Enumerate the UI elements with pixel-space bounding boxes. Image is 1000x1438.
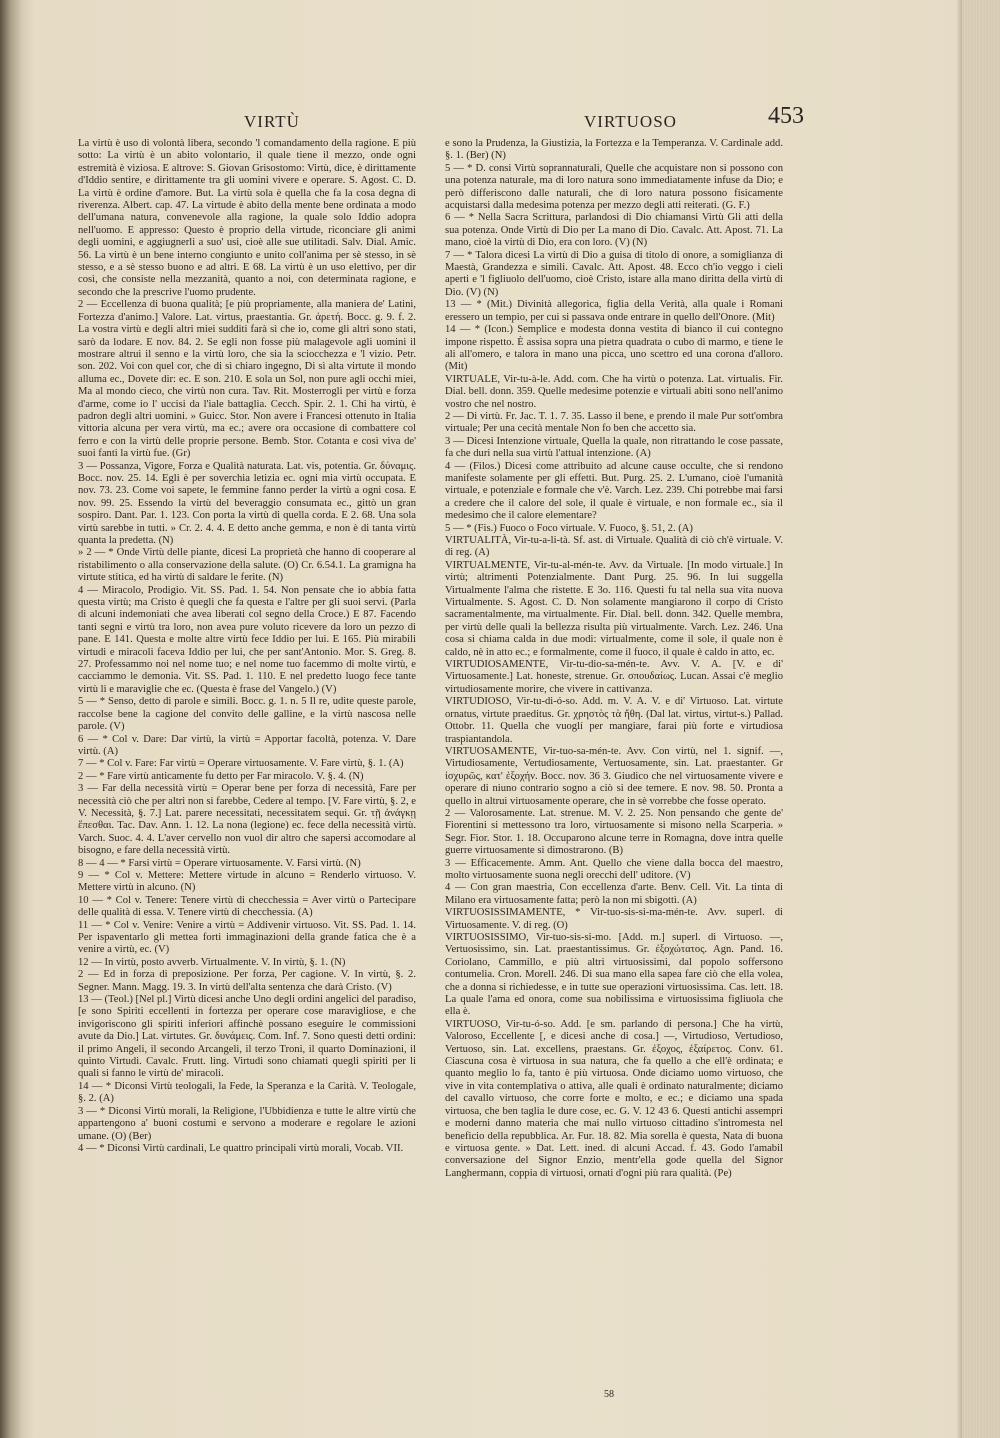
dictionary-entry: 7 — * Talora dicesi La virtù di Dio a guisa di titolo di onore, a somiglianza di Maestà, Grandezza e simili. Cavalc. Att. Apost. 48. Ecco ch'io veggo i cieli aperti e 'l figliuolo dell'uomo, cioè Cristo, istare alla mano diritta della virtù di Dio. (V) (N) [445,249,783,298]
dictionary-entry: 4 — Miracolo, Prodigio. Vit. SS. Pad. 1. 54. Non pensate che io abbia fatta questa virtù; ma Cristo è quegli che fa questa e l'altre per gli suoi servi. (Parla di alcuni indemoniati che avea liberati col segno della Croce.) E 87. Facendo tanti segni e virtù tra loro, non avea pure voluto ricevere da loro un pezzo di pane. E 141. Questa e molte altre virtù fece Iddio per lui. E 165. Più mirabili virtudi e miracoli faceva Iddio per lui, che per sant'Antonio. Mor. S. Greg. 8. 27. Professammo noi nel nome tuo; e nel nome tuo facemmo di molte virtù, e cacciammo le demonia. Vit. SS. Pad. 1. 110. E nel predetto luogo fece tante virtù li e maraviglie che ec. (Questa è frase del Vangelo.) (V) [78,584,416,695]
dictionary-entry: VIRTUDIOSAMENTE, Vir-tu-dio-sa-mén-te. Avv. V. A. [V. e di' Virtuosamente.] Lat. honeste, strenue. Gr. σπουδαίως. Lucan. Assai c'è meglio virtudiosamente morire, che vivere in cattivanza. [445,659,783,695]
dictionary-entry: 5 — * D. consi Virtù soprannaturali, Quelle che acquistare non si possono con una potenza naturale, ma di loro natura sono immediatamente infuse da Dio; e però differiscono dalle naturali, che di loro natura possono fisicamente acquistarsi dalla medesima potenza per mezzo degli atti reiterati. (G. F.) [445,162,783,212]
dictionary-entry: 12 — In virtù, posto avverb. Virtualmente. V. In virtù, §. 1. (N) [78,956,346,968]
dictionary-entry: 5 — * Senso, detto di parole e simili. Bocc. g. 1. n. 5 Il re, udite queste parole, raccolse bene la cagione del convito delle galline, e la virtù nascosa nelle parole. (V) [78,696,416,733]
dictionary-entry: VIRTUDIOSO, Vir-tu-di-ó-so. Add. m. V. A. V. e di' Virtuoso. Lat. virtute ornatus, virtute praeditus. Gr. χρηστὸς τὰ ἤθη. (Dal lat. virtus, virtut-s.) Pallad. Ottobr. 11. Quella che vuoglí per mangiare, farai più forte e virtudiosa traspiantandola. [445,696,783,745]
dictionary-entry: La virtù è uso di volontà libera, secondo 'l comandamento della ragione. E più sotto: La virtù è un abito volontario, il quale tiene il mezzo, onde ogni estremità è viziosa. E altrove: S. Giovan Grisostomo: Virtù, dice, è dirittamente d'Iddio sentire, e dirittamente tra gli uomini vivere e operare. S. Agost. C. D. La virtù è ordine d'amore. But. La virtù sola è quella che fa la cosa degna di riverenza. Albert. cap. 47. La virtude è abito della mente bene ordinata a modo dell'umana natura, convenevole alla ragione, la quale solo Iddio adopra nell'uomo. E appresso: Questo è proprio della virtude, riconciare gli animi degli uomini, e aggiugnerli a suo' usi, cioè alle sue utilitadi. Salv. Dial. Amic. 56. La virtù è un bene interno congiunto e unito coll'anima per sè stesso, in sè stesso, e a sè stesso buono e ad altri. E 68. La virtù è un uso elettivo, per dir così, che consiste nella mezzanità, quanto a noi, con determinata ragione, e secondo che la prescrive l'uomo prudente. [78,138,416,298]
dictionary-entry: VIRTUALITÀ, Vir-tu-a-li-tà. Sf. ast. di Virtuale. Qualità di ciò ch'è virtuale. V. di reg. (A) [445,535,783,559]
right-column [445,138,783,1180]
dictionary-entry: 4 — (Filos.) Dicesi come attribuito ad alcune cause occulte, che si rendono manifeste solamente per gli effetti. But. Purg. 25. 2. L'umano, cioè l'umanità virtuale, e potenziale e formale che v'è. Varch. Lez. 239. Chi potrebbe mai farsi a credere che il calore del sole, il quale è virtuale, e non formale ec., sia il medesimo che il calore elementare? [445,460,783,522]
dictionary-entry: VIRTUOSISSIMO, Vir-tuo-sis-si-mo. [Add. m.] superl. di Virtuoso. —, Vertuosissimo, sin. Lat. praestantissimus. Gr. ἐξοχώτατος. Agn. Pand. 16. Coriolano, Cammillo, e più altri virtuosissimi, dal popolo soffersono contumelia. Cron. Morell. 246. Di sua mano ella sapea fare ciò che ella volea, che a donna si richiedesse, e in tutte sue operazioni virtuosissima. Cas. lett. 18. La quale l'ama ed onora, come sua nobilissima e virtuosissima figliuola che ella è. [445,932,783,1018]
dictionary-entry: 14 — * (Icon.) Semplice e modesta donna vestita di bianco il cui contegno impone rispetto. È assisa sopra una pietra quadrata o cubo di marmo, e tiene le ali all'omero, e talora in mano una picca, uno scettro ed una corona d'alloro. (Mit) [445,324,783,373]
dictionary-entry: VIRTUALE, Vir-tu-à-le. Add. com. Che ha virtù o potenza. Lat. virtualis. Fir. Dial. bell. donn. 359. Quelle medesime potenzie e virtuali abiti sono nell'animo vostro che nel nostro. [445,373,783,410]
dictionary-entry: 4 — * Diconsi Virtù cardinali, Le quattro principali virtù morali, Vocab. VII. [78,1142,404,1154]
dictionary-entry: 8 — 4 — * Farsi virtù = Operare virtuosamente. V. Farsi virtù. (N) [78,857,361,869]
dictionary-entry: 3 — Possanza, Vigore, Forza e Qualità naturata. Lat. vis, potentia. Gr. δύναμις. Bocc. nov. 25. 14. Egli è per soverchia letizia ec. ogni mia virtù occupata. E nov. 73. 23. Come voi sapete, le femmine fanno perder la virtù a ogni cosa. E nov. 99. 25. Essendo la virtù del beveraggio consumata ec., gittò un gran sospiro. Dant. Par. 1. 123. Con porta la virtù di quella corda. E 2. 68. Una sola virtù sarebbe in tutti. » Cr. 2. 4. 4. E detto anche gemma, e non è di tanta virtù quanta la predetta. (N) [78,460,416,546]
dictionary-entry: 13 — (Teol.) [Nel pl.] Virtù dicesi anche Uno degli ordini angelici del paradiso, [e sono Spiriti eccellenti in fortezza per operare cose maravigliose, e che invigoriscono gli spiriti inferiori affinchè possano eseguire le commissioni avute da Dio.] Lat. virtutes. Gr. δυνάμεις. Com. Inf. 7. Sono questi detti ordini: il primo Angeli, il secondo Arcangeli, il terzo Troni, il quarto Dominazioni, il quinto Virtudi. Cavalc. Frutt. ling. Virtudi sono chiamati quegli spiriti per li quali si fanno le virtù de' miracoli. [78,994,416,1080]
fore-edge [962,0,1000,1438]
dictionary-entry: 2 — Di virtù. Fr. Jac. T. 1. 7. 35. Lasso il bene, e prendo il male Pur sott'ombra virtuale; Per una cecità mentale Non fo ben che accetto sia. [445,410,783,435]
dictionary-entry: 7 — * Col v. Fare: Far virtù = Operare virtuosamente. V. Fare virtù, §. 1. (A) [78,758,404,770]
dictionary-entry: 6 — * Nella Sacra Scrittura, parlandosi di Dio chiamansi Virtù Gli atti della sua potenza. Onde Virtù di Dio per La mano di Dio. Cavalc. Att. Apost. 71. La mano, cioè la virtù di Dio, era con loro. (V) (N) [445,212,783,249]
dictionary-entry: 5 — * (Fis.) Fuoco o Foco virtuale. V. Fuoco, §. 51, 2. (A) [445,522,693,534]
dictionary-entry: VIRTUOSISSIMAMENTE, * Vir-tuo-sis-si-ma-mén-te. Avv. superl. di Virtuosamente. V. di reg. (O) [445,907,783,931]
running-head-left: VIRTÙ [244,112,300,131]
dictionary-entry: 3 — Dicesi Intenzione virtuale, Quella la quale, non ritrattando le cose passate, fa che duri nella sua virtù l'attual intenzione. (A) [445,435,783,460]
dictionary-entry: 4 — Con gran maestria, Con eccellenza d'arte. Benv. Cell. Vit. La tinta di Milano era virtuosamente fatta; però la non mi sbigottì. (A) [445,882,783,906]
dictionary-entry: 3 — Far della necessità virtù = Operar bene per forza di necessità, Fare per necessità ciò che per altri non si farebbe, Cedere al tempo. [V. Fare virtù, §. 2, e V. Necessità, §. 7.] Lat. parere necessitati, necessitatem sequi. Gr. τῇ ἀνάγκῃ ἕπεσθαι. Tac. Dav. Ann. 1. 12. La nona (legione) ec. fece della necessità virtù. Varch. Suoc. 4. 4. L'aver cervello non vuol dir altro che sapersi accomodare al bisogno, e fare della necessità virtù. [78,783,416,857]
dictionary-entry: 2 — Ed in forza di preposizione. Per forza, Per cagione. V. In virtù, §. 2. Segner. Mann. Magg. 19. 3. In virtù dell'alta sentenza che darà Cristo. (V) [78,969,416,993]
signature-mark: 58 [604,1389,614,1400]
dictionary-entry: 10 — * Col v. Tenere: Tenere virtù di checchessia = Aver virtù o Partecipare delle qualità di essa. V. Tenere virtù di checchessia. (A) [78,894,416,919]
dictionary-entry: 14 — * Diconsi Virtù teologali, la Fede, la Speranza e la Carità. V. Teologale, §. 2. (A) [78,1080,416,1105]
dictionary-entry: VIRTUOSO, Vir-tu-ó-so. Add. [e sm. parlando di persona.] Che ha virtù, Valoroso, Eccellente [, e dicesi anche di cosa.] —, Virtudioso, Vertudioso, Vertuoso, sin. Lat. excellens, praestans. Gr. ἐξοχος, ἐξαίρετος. Conv. 61. Ciascuna cosa è virtuosa in sua natura, che fa quello a che ell'è ordinata; e quanto meglio lo fa, tanto è più virtuosa. Onde diciamo uomo virtuoso, che vive in vita contemplativa o attiva, alle quali è ordinato naturalmente; diciamo del cavallo virtuoso, che corre forte e molto, e ec.; e diciamo una spada virtuosa, che ben taglia le dure cose, ec. G. V. 12 43 6. Questi antichi assempri e moderni danno materia che mai nullo virtuoso cittadino s'intromesta nel beneficio della repubblica. Ar. Fur. 18. 82. Mia sorella è questa, Nata di buona e virtuosa gente. » Dat. Lett. ined. di alcuni Accad. f. 43. Godo l'amabil conversazione del Signor Enzio, mentr'ella gode quella del Signor Langhermann, coppia di virtuosi, ornati d'ogni più rara qualità. (Pe) [445,1018,783,1179]
dictionary-entry: VIRTUOSAMENTE, Vir-tuo-sa-mén-te. Avv. Con virtù, nel 1. signif. —, Virtudiosamente, Vertudiosamente, Vertuosamente, sin. Lat. praestanter. Gr ἰσχυρῶς, κατ' ἐξοχήν. Bocc. nov. 36 3. Giudico che nel virtuosamente vivere e operare di niuno contrario sogno a ciò si dee temere. E nov. 98. 50. Pronta a quello in altrui virtuosamente operare, che in sè vorrebbe che fosse operato. [445,745,783,807]
running-head-right: VIRTUOSO [584,112,677,131]
dictionary-entry: e sono la Prudenza, la Giustizia, la Fortezza e la Temperanza. V. Cardinale add. §. 1. (Ber) (N) [445,138,783,162]
left-column [78,138,416,1155]
dictionary-entry: 3 — Efficacemente. Amm. Ant. Quello che viene dalla bocca del maestro, molto virtuosamente suona negli orecchi dell' uditore. (V) [445,857,783,881]
dictionary-entry: 2 — Valorosamente. Lat. strenue. M. V. 2. 25. Non pensando che gente de' Fiorentini si mettessono tra loro, virtuosamente si misono nella Scarperia. » Segr. Fior. Stor. 1. 18. Occuparono alcune terre in Romagna, dove intra quelle guerre virtuosamente si dimostrarono. (B) [445,807,783,857]
dictionary-entry: 2 — Eccellenza di buona qualità; [e più propriamente, alla maniera de' Latini, Fortezza d'animo.] Valore. Lat. virtus, praestantia. Gr. ἀρετή. Bocc. g. 9. f. 2. La vostra virtù e degli altri miei sudditi farà sì che io, come gli altri sono stati, sarò da lodare. E nov. 84. 2. Se egli non fosse più malagevole agli uomini il mostrare altrui il senno e la virtù loro, che sia la sciocchezza e 'l vizio. Petr. son. 202. Voi con quel cor, che di sì chiaro ingegno, Di sì alta virtute il mondo alluma ec., Dovete dir: ec. E son. 210. E sola un Sol, non pure agli occhi miei, Ma al mondo cieco, che virtù non cura. Tav. Rit. Mosterrogli per virtù e forza d'arme, come io l' uccisi da l'iale battaglia. Cecch. Spir. 2. 1. Chi ha virtù, è padron degli altri uomini. » Guicc. Stor. Non avere i Francesi ottenuto in Italia vittoria alcuna per vera virtù, ma ec.; avere ora occasione di combattere col ferro e con la virtù delle proprie persone. Bemb. Stor. Cotanta e così viva de' suoi fanti la virtù fue. (Gr) [78,299,416,460]
dictionary-entry: VIRTUALMENTE, Vir-tu-al-mén-te. Avv. da Virtuale. [In modo virtuale.] In virtù; altrimenti Potenzialmente. Dant Purg. 25. 96. In lui suggella Virtualmente l'alma che ristette. E 3o. 116. Questi fu tal nella sua vita nuova Virtualmente. S. Agost. C. D. Non solamente mangiarono il corpo di Cristo sacramentalmente, ma virtualmente. Fir. Dial. bell. donn. 342. Quelle membra, per virtù delle quali la bellezza risulta più virtualmente. Varch. Lez. 246. Una cosa si chiama calda in due modi: virtualmente, come il sole, il quale non è caldo, nè in atto ec.; e formalmente, come il fuoco, il quale è caldo in atto, ec. [445,559,783,658]
dictionary-entry: 6 — * Col v. Dare: Dar virtù, la virtù = Apportar facoltà, potenza. V. Dare virtù. (A) [78,733,416,757]
page-number: 453 [768,103,804,129]
dictionary-entry: 9 — * Col v. Mettere: Mettere virtude in alcuno = Renderlo virtuoso. V. Mettere virtù in alcuno. (N) [78,869,416,894]
dictionary-entry: 2 — * Fare virtù anticamente fu detto per Far miracolo. V. §. 4. (N) [78,770,364,782]
dictionary-entry: 11 — * Col v. Venire: Venire a virtù = Addivenir virtuoso. Vit. SS. Pad. 1. 14. Per ispaventarlo gli mettea forti immaginazioni della grande fatica che è a venire a virtù, ec. (V) [78,919,416,956]
dictionary-entry: 3 — * Diconsi Virtù morali, la Religione, l'Ubbidienza e tutte le altre virtù che appartengono a' buoni costumi e servono a moderare e regolare le azioni umane. (O) (Ber) [78,1105,416,1142]
dictionary-entry: 13 — * (Mit.) Divinità allegorica, figlia della Verità, alla quale i Romani eressero un tempio, per cui si passava onde entrare in quello dell'Onore. (Mit) [445,299,783,323]
dictionary-entry: » 2 — * Onde Virtù delle piante, dicesi La proprietà che hanno di cooperare al ristabilimento o alla conservazione della salute. (O) Cr. 6.54.1. La gramigna ha virtute stitica, ed ha virtù di saldare le ferite. (N) [78,547,416,584]
